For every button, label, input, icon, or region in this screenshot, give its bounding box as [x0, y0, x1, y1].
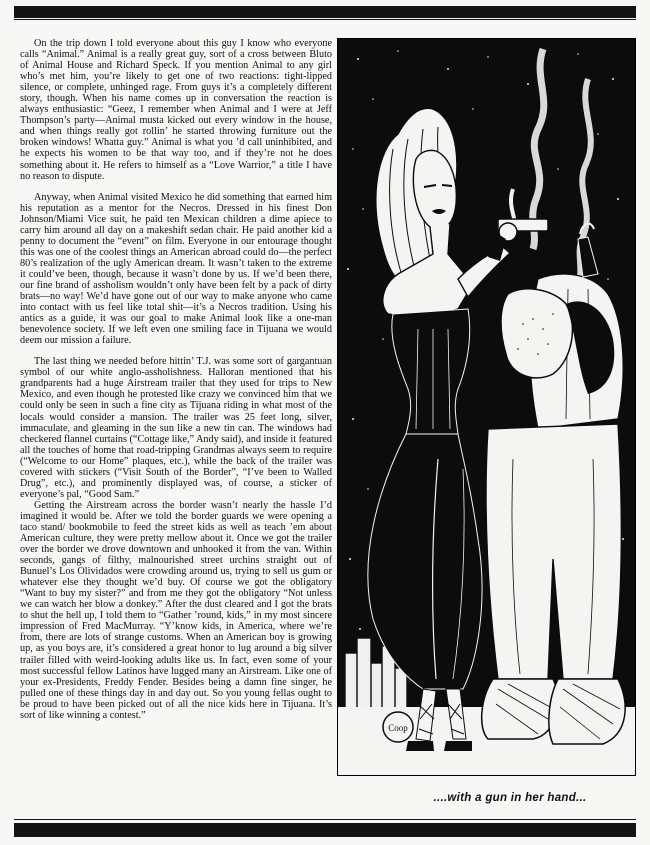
paragraph-1: On the trip down I told everyone about this guy I know who everyone calls “Animal.” Animal is a really great guy, sort of a cross between Bluto of Animal House and Richard Speck. If you mention Animal to any girl who’s met him, you’re likely to get one of two reactions: tight-lipped silence, or complete, unhinged rage. From guys it’s a completely different story, though. When his name comes up in conversation the reaction is always enthusiastic: “Geez, I remember when Animal and I were at Jeff Thompson’s party—Animal musta kicked out every window in the house, and when things really got rollin’ he started throwing furniture out the broken windows! Whatta guy.” Animal is what you ’d call uninhibited, and he expects his women to be that way too, and if they’re not he does something about it. He refers to himself as a “Love Warrior,” a title I have no reason to dispute. [20, 38, 332, 182]
illustration-art [338, 39, 635, 775]
artist-signature-seal [383, 712, 413, 742]
signature-text: Coop [388, 723, 408, 733]
comic-illustration [337, 38, 636, 776]
bottom-rule [14, 823, 636, 837]
paragraph-4: Getting the Airstream across the border wasn’t nearly the hassle I’d imagined it would be. After we told the border guards we were opening a taco stand/ bookmobile to feed the street kids as well as teach ’em about American culture, they were pretty mellow about it. Once we got the trailer over the border we drove downtown and unhooked it from the van. Within seconds, gangs of filthy, malnourished street urchins straight out of Bunuel’s Los Olividados were crowding around us, trying to sell us gum or whatever else they thought we’d buy. Of course we got the obligatory “Want to buy my sister?” and from me they got the obligatory “Not unless we can watch her blow a donkey.” After the dust cleared and I got the brats to shut the hell up, I told them to “Gather ’round, kids,” in my most sincere impression of Fred MacMurray. “Y’know kids, in America, where we’re from, there are lots of strange customs. When an American boy is growing up, as you boys are, it’s considered a great honor to lug around a big silver trailer filled with weird-looking adults like us. In fact, even some of your most successful fellow Latinos have lugged many an Airstream. Like one of your ex-Presidents, Freddy Fender. Besides being a damn fine singer, he pulled one of these things day in and day out. So you young fellas ought to be proud to have been picked out of all the nice kids here in Tijuana. It’s sort of like winning a contest.” [20, 499, 332, 721]
article-body [20, 38, 332, 721]
top-rule [14, 6, 636, 18]
paragraph-2: Anyway, when Animal visited Mexico he did something that earned him his reputation as a mentor for the Necros. Dressed in his finest Don Johnson/Miami Vice suit, he paid ten Mexican children a dime apiece to carry him around all day on a makeshift sedan chair. He paid another kid a penny to document the “event” on film. Everyone in our entourage thought this was one of the coolest things an American abroad could do—the perfect 80’s realization of the ugly American dream. It wasn’t taken to the extreme it could’ve been, though, because it wasn’t done by us. If we’d been there, our fine brand of assholism wouldn’t only have been felt by a pack of dirty brats—no way! We’d have gone out of our way to make anyone who came into contact with us feel like total shit—it’s a Necros tradition. Using his antics as a guide, it was our goal to make Animal look like a one-man benevolence society. If we left even one smiling face in Tijuana we would deem our mission a failure. [20, 191, 332, 347]
paragraph-3: The last thing we needed before hittin’ T.J. was some sort of gargantuan symbol of our white anglo-assholishness. Halloran mentioned that his grandparents had a huge Airstream trailer that they used for trips to New Mexico, and even though he protested like crazy we convinced him that we could only be seen in such a fine city as Tijuana riding in what most of the locals would consider a mansion. The trailer was 25 feet long, silver, immaculate, and gleaming in the sun like a new tin can. The windows had checkered flannel curtains (“Cottage like,” Andy said), and inside it featured all the touches of home that road-tripping Grandmas always seem to require (“Welcome to our Home” plaques, etc.), while the back of the trailer was covered with stickers (“Visit South of the Border”, “I’ve been to Walled Drug”, etc.), and prominently displayed was, of course, a sticker of everyone’s pal, “Good Sam.” [20, 356, 332, 500]
illustration-caption: ....with a gun in her hand... [433, 792, 587, 804]
